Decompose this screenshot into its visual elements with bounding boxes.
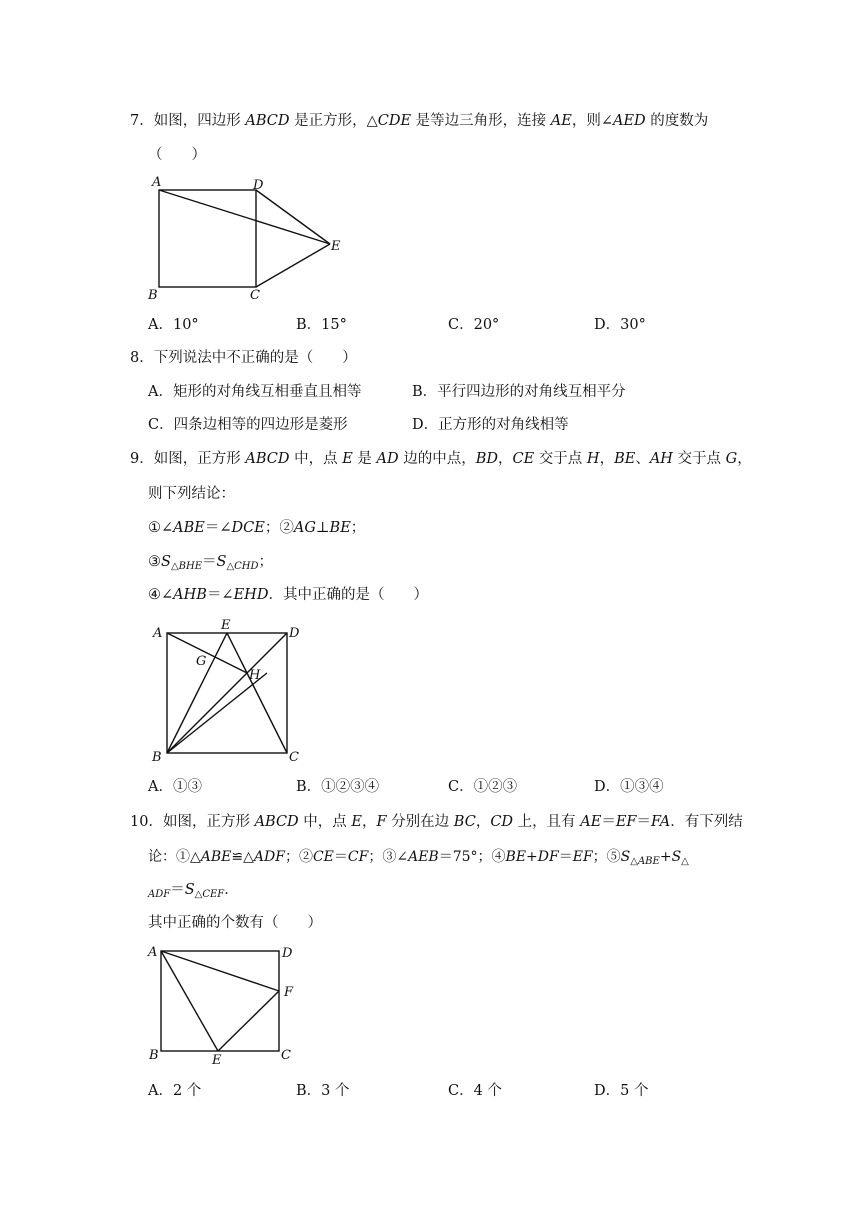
- q8-option-b[interactable]: B．平行四边形的对角线互相平分: [412, 384, 626, 400]
- q8-option-d[interactable]: D．正方形的对角线相等: [412, 417, 569, 433]
- q9-label-h: H: [249, 668, 261, 683]
- q10-square: [161, 951, 279, 1051]
- q9-option-b[interactable]: B．①②③④: [296, 779, 380, 795]
- q9-stem: 9．如图，正方形 ABCD 中，点 E 是 AD 边的中点，BD，CE 交于点 H，BE、AH 交于点 G，: [130, 451, 752, 467]
- q10-stem: 10．如图，正方形 ABCD 中，点 E，F 分别在边 BC，CD 上，且有 AE＝EF＝FA．有下列结: [130, 814, 743, 830]
- q9-conclusion-4: ④∠AHB＝∠EHD．其中正确的是（ ）: [148, 587, 428, 603]
- q7-number: 7．: [130, 113, 154, 129]
- q9-option-a[interactable]: A．①③: [148, 779, 202, 795]
- q9-option-c[interactable]: C．①②③: [448, 779, 518, 795]
- q10-segment-af: [161, 951, 279, 991]
- q10-line4: 其中正确的个数有（ ）: [148, 915, 322, 931]
- q7-option-b[interactable]: B．15°: [296, 317, 347, 333]
- q9-option-d[interactable]: D．①③④: [594, 779, 664, 795]
- q9-label-g: G: [196, 654, 207, 669]
- q10-line3: $_{ADF}=S_{\triangle CEF}$．: [148, 882, 239, 900]
- q8-option-a[interactable]: A．矩形的对角线互相垂直且相等: [148, 384, 362, 400]
- q7-label-a: A: [152, 175, 162, 190]
- q10-option-a[interactable]: A．2 个: [148, 1083, 202, 1099]
- q10-line2: 论：①△ABE≌△ADF；②CE＝CF；③∠AEB＝75°；④BE+DF＝EF；$⑤S_{\triangle ABE}+S_\triangle$: [148, 849, 689, 867]
- q10-label-b: B: [149, 1048, 159, 1063]
- q9-label-e: E: [221, 618, 231, 633]
- q7-option-c[interactable]: C．20°: [448, 317, 500, 333]
- q7-stem: 7．如图，四边形 ABCD 是正方形，△CDE 是等边三角形，连接 AE，则∠AED 的度数为: [130, 113, 709, 129]
- q9-conclusion-1-2: ①∠ABE＝∠DCE；②AG⊥BE；: [148, 520, 366, 536]
- q9-label-b: B: [152, 750, 162, 765]
- q10-label-c: C: [281, 1048, 291, 1063]
- q9-label-a: A: [153, 626, 163, 641]
- q9-conclusion-3: $③S_{\triangle BHE}=S_{\triangle CHD}$；: [148, 554, 274, 572]
- q10-segment-ae: [161, 951, 218, 1051]
- q7-answer-paren: （ ）: [148, 147, 206, 163]
- q10-label-a: A: [148, 945, 158, 960]
- q10-label-d: D: [282, 946, 293, 961]
- q10-option-d[interactable]: D．5 个: [594, 1083, 649, 1099]
- q10-option-c[interactable]: C．4 个: [448, 1083, 502, 1099]
- q9-number: 9．: [130, 451, 154, 467]
- q7-label-c: C: [250, 288, 260, 303]
- q7-label-d: D: [253, 178, 264, 193]
- q10-label-e: E: [212, 1053, 222, 1068]
- q10-number: 10．: [130, 814, 163, 830]
- q10-segment-ef: [218, 991, 279, 1051]
- q8-stem: 8．下列说法中不正确的是（ ）: [130, 350, 357, 366]
- q7-option-d[interactable]: D．30°: [594, 317, 646, 333]
- q8-option-c[interactable]: C．四条边相等的四边形是菱形: [148, 417, 348, 433]
- q7-label-b: B: [148, 288, 158, 303]
- q7-option-a[interactable]: A．10°: [148, 317, 199, 333]
- q7-label-e: E: [331, 239, 341, 254]
- q9-label-d: D: [289, 626, 300, 641]
- q9-line2: 则下列结论：: [148, 486, 235, 502]
- q9-label-c: C: [289, 750, 299, 765]
- q10-label-f: F: [284, 985, 294, 1000]
- q10-option-b[interactable]: B．3 个: [296, 1083, 350, 1099]
